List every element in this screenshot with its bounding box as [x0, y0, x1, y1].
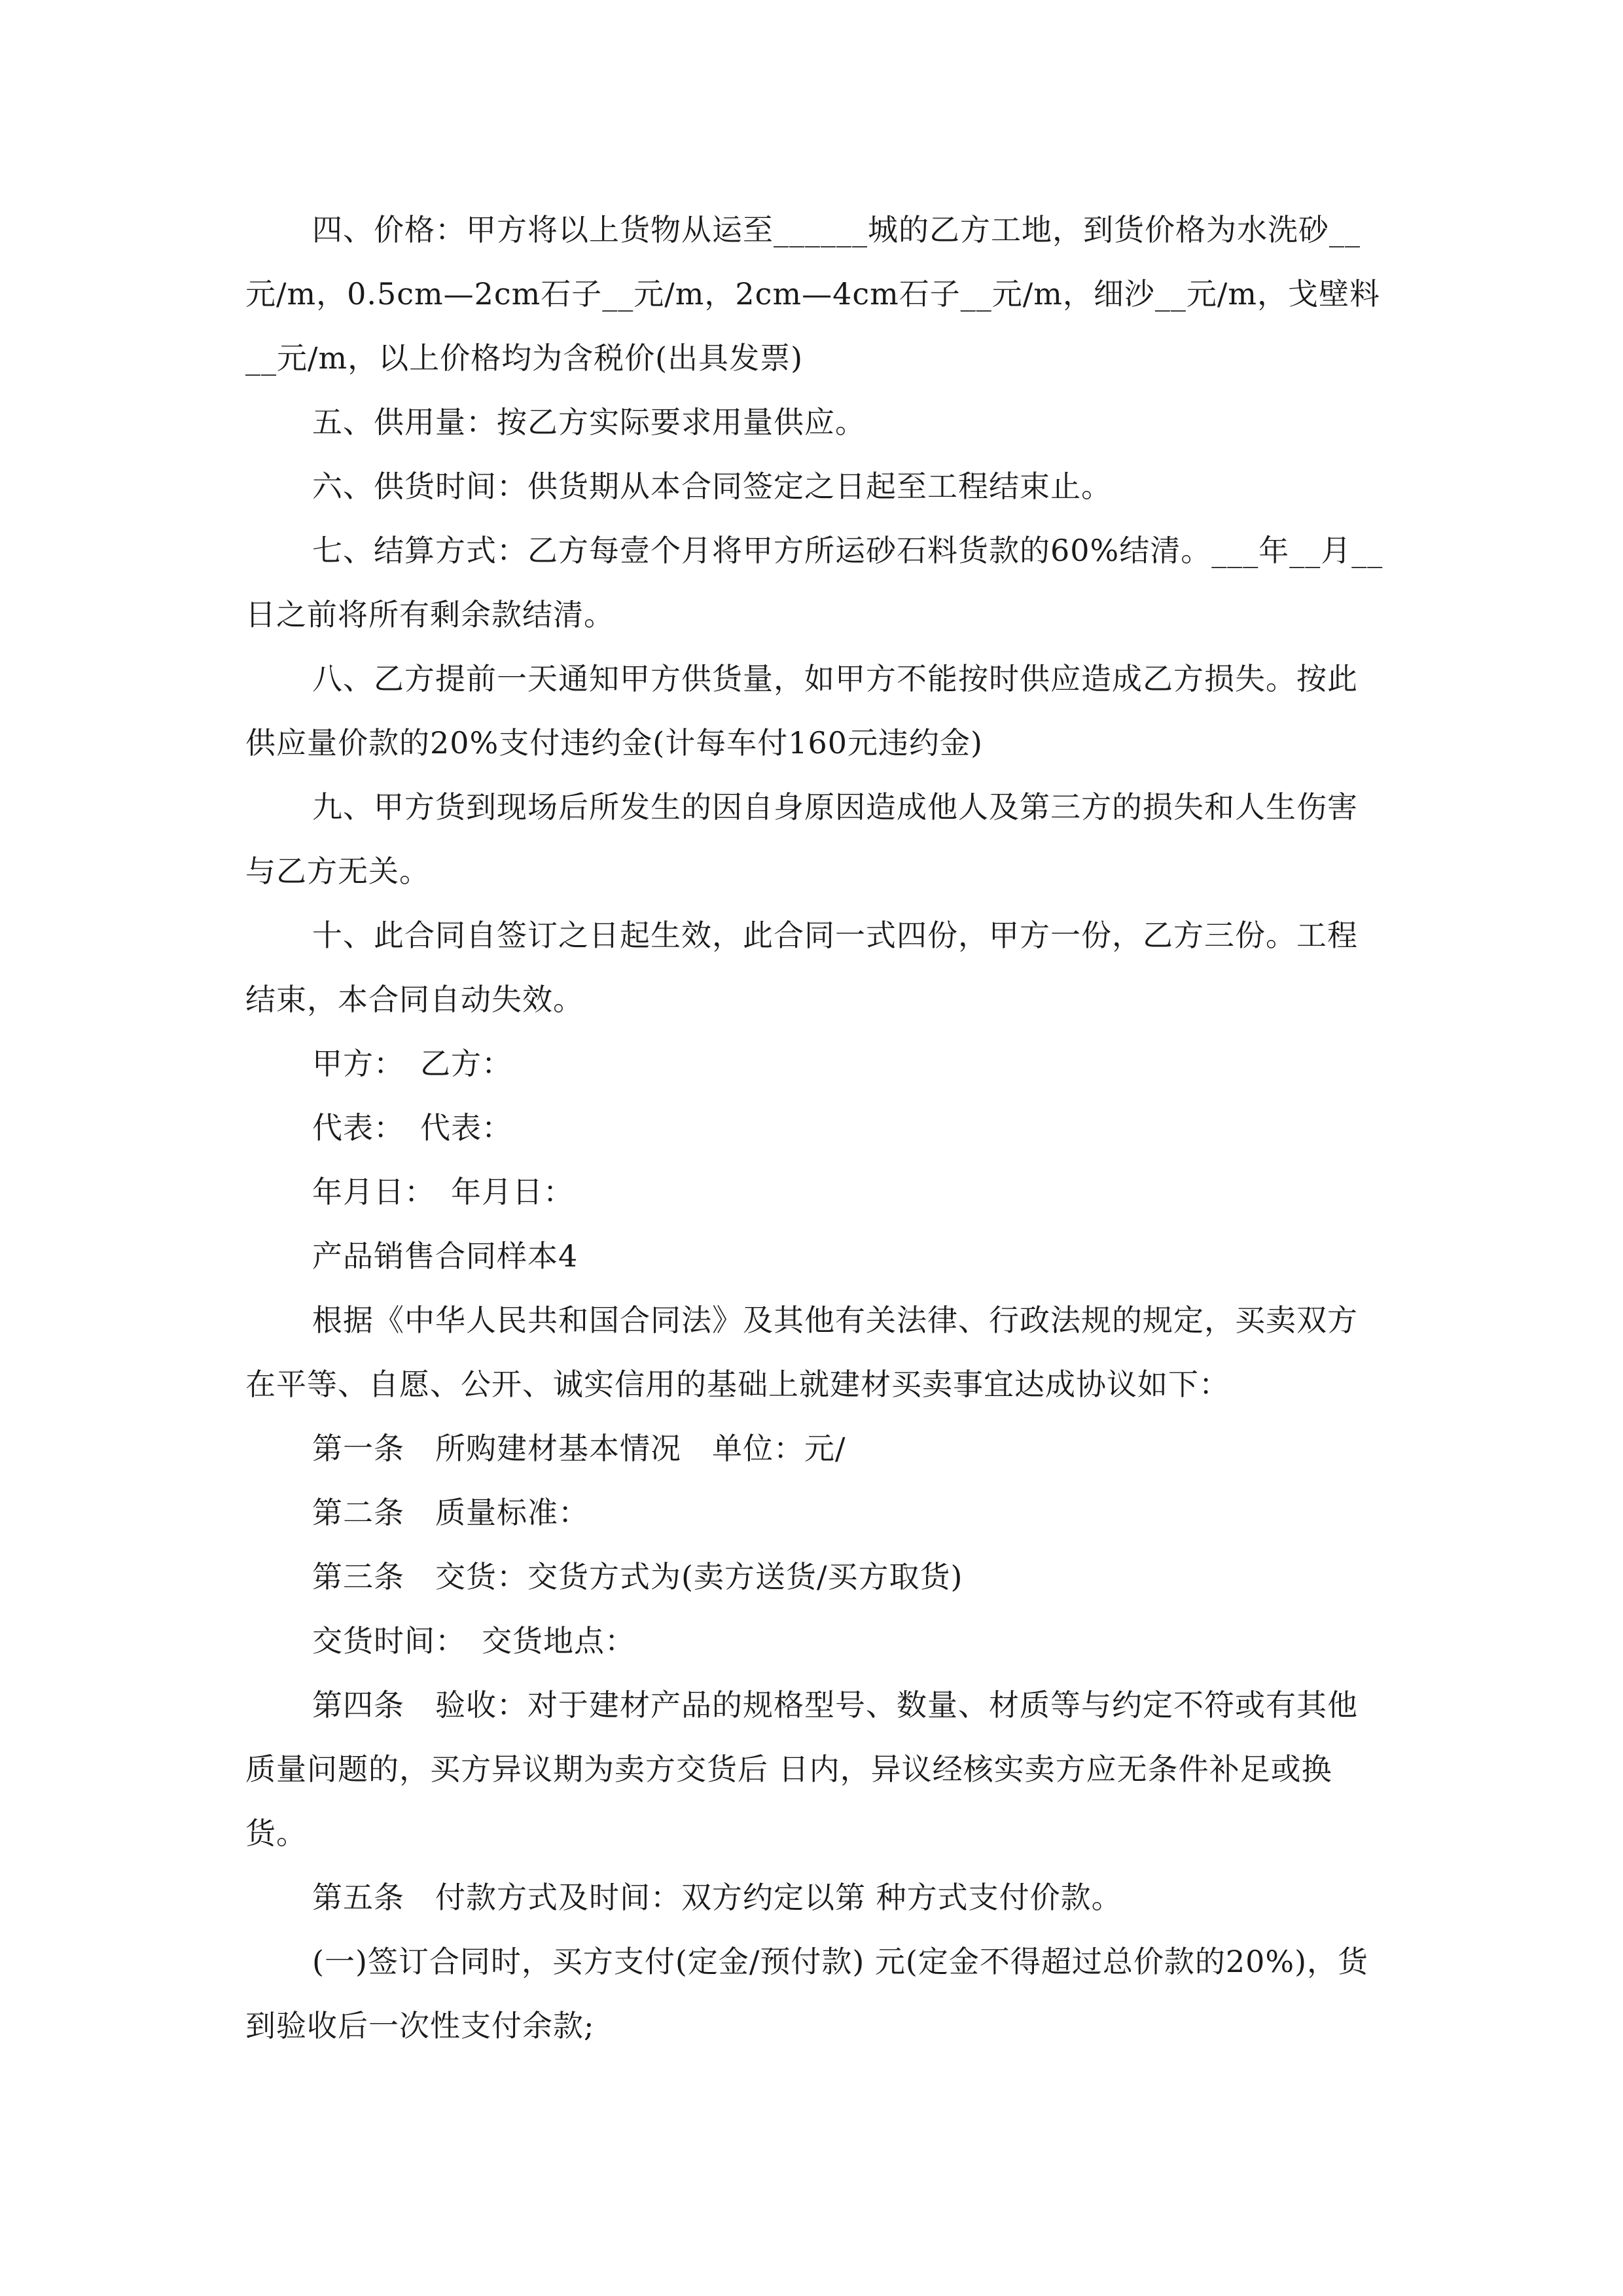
clause-effectiveness: 十、此合同自签订之日起生效，此合同一式四份，甲方一份，乙方三份。工程结束，本合同自动失效。 — [245, 918, 1358, 1017]
article-5: 第五条 付款方式及时间：双方约定以第 种方式支付价款。 — [312, 1880, 1122, 1915]
clause-liability: 九、甲方货到现场后所发生的因自身原因造成他人及第三方的损失和人生伤害与乙方无关。 — [245, 789, 1358, 889]
signature-representatives: 代表： 代表： — [312, 1110, 512, 1145]
article-5-option-1: (一)签订合同时，买方支付(定金/预付款) 元(定金不得超过总价款的20%)，货到验收后一次性支付余款; — [245, 1944, 1369, 2043]
document-body — [245, 198, 1384, 2058]
signature-dates: 年月日： 年月日： — [312, 1174, 574, 1210]
article-3: 第三条 交货：交货方式为(卖方送货/买方取货) — [312, 1559, 963, 1594]
article-3-details: 交货时间： 交货地点： — [312, 1623, 635, 1659]
clause-supply-quantity: 五、供用量：按乙方实际要求用量供应。 — [312, 404, 866, 440]
clause-settlement: 七、结算方式：乙方每壹个月将甲方所运砂石料货款的60%结清。___年__月__日之前将所有剩余款结清。 — [245, 533, 1383, 632]
clause-price: 四、价格：甲方将以上货物从运至______城的乙方工地，到货价格为水洗砂__元/m，0.5cm—2cm石子__元/m，2cm—4cm石子__元/m，细沙__元/m，戈壁料__元/m，以上价格均为含税价(出具发票) — [245, 212, 1380, 376]
section-title: 产品销售合同样本4 — [312, 1238, 579, 1274]
article-2: 第二条 质量标准： — [312, 1495, 589, 1530]
clause-supply-time: 六、供货时间：供货期从本合同签定之日起至工程结束止。 — [312, 469, 1112, 504]
preamble: 根据《中华人民共和国合同法》及其他有关法律、行政法规的规定，买卖双方在平等、自愿、公开、诚实信用的基础上就建材买卖事宜达成协议如下： — [245, 1302, 1358, 1402]
article-4: 第四条 验收：对于建材产品的规格型号、数量、材质等与约定不符或有其他质量问题的，买方异议期为卖方交货后 日内，异议经核实卖方应无条件补足或换货。 — [245, 1687, 1358, 1851]
article-1: 第一条 所购建材基本情况 单位：元/ — [312, 1431, 846, 1466]
signature-parties: 甲方： 乙方： — [312, 1046, 512, 1081]
clause-notice-penalty: 八、乙方提前一天通知甲方供货量，如甲方不能按时供应造成乙方损失。按此供应量价款的20%支付违约金(计每车付160元违约金) — [245, 661, 1358, 761]
